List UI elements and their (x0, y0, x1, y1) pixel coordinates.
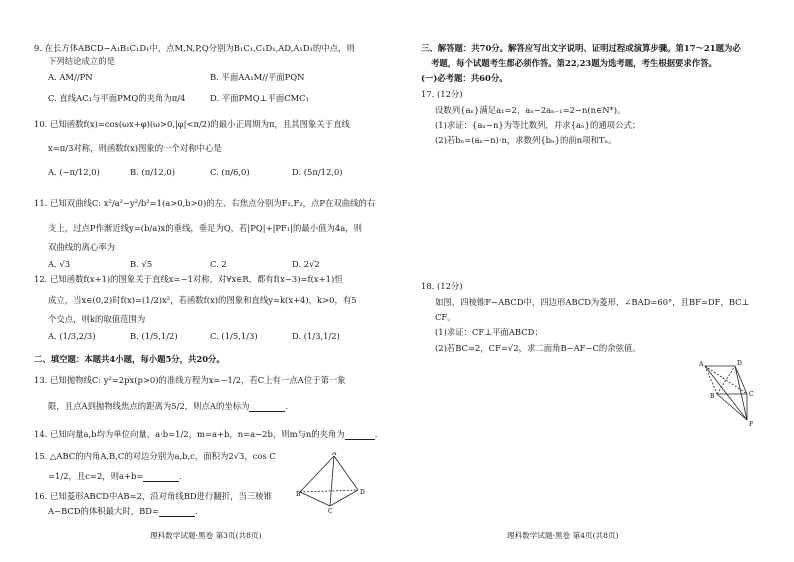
q11-option-b: B. √5 (130, 259, 153, 269)
q12-option-c: C. (1/5,1/3) (210, 331, 258, 341)
q10-line1: 10. 已知函数f(x)=cos(ωx+φ)(ω>0,|φ|<π/2)的最小正周期为π，且其图象关于直线 (34, 119, 350, 129)
q9-option-a: A. AM//PN (48, 72, 93, 82)
q11-option-a: A. √3 (48, 259, 71, 269)
q16-line1: 16. 已知菱形ABCD中AB=2，沿对角线BD进行翻折，当三棱锥 (34, 491, 273, 501)
pyramid-figure (697, 356, 765, 428)
q15-line1: 15. △ABC的内角A,B,C的对边分别为a,b,c，面积为2√3，cos C (34, 451, 276, 461)
q10-option-d: D. (5π/12,0) (292, 167, 343, 177)
q12-line3: 个交点，则k的取值范围为 (48, 314, 146, 324)
q12-option-b: B. (1/5,1/2) (130, 331, 178, 341)
q9-line1: 9. 在长方体ABCD−A₁B₁C₁D₁中，点M,N,P,Q分别为B₁C₁,C₁D₁,AD,A₁D₁的中点，则 (34, 43, 355, 53)
right-page-footer: 理科数学试题·黑卷 第4页(共8页) (507, 531, 619, 540)
q13-line1: 13. 已知抛物线C: y²=2px(p>0)的准线方程为x=−1/2，若C上有一点A位于第一象 (34, 375, 346, 385)
q16-answer-blank (159, 507, 195, 517)
q10-option-b: B. (π/12,0) (130, 167, 175, 177)
q15-line2: =1/2，且c=2，则a+b= . (48, 471, 183, 481)
q18-head: 18. (12分) (421, 281, 463, 291)
label-d: D (360, 489, 365, 496)
q17-line3: (2)若bₙ=(aₙ−n)·n，求数列{bₙ}的前n项和Tₙ。 (435, 135, 617, 145)
tetrahedron-figure (296, 452, 372, 514)
q9-option-b: B. 平面AA₁M//平面PQN (210, 72, 305, 82)
right-page (397, 0, 794, 562)
q17-line2: (1)求证：{aₙ−n}为等比数列，并求{aₙ}的通项公式； (435, 120, 641, 130)
edge-ad (334, 456, 358, 490)
label-a: A (699, 361, 704, 368)
label-b: B (710, 393, 715, 400)
q10-line2: x=π/3对称，则函数f(x)图象的一个对称中心是 (48, 143, 222, 153)
q9-option-c: C. 直线AC₁与平面PMQ的夹角为π/4 (48, 93, 186, 103)
q10-option-a: A. (−π/12,0) (48, 167, 100, 177)
q13-answer-blank (249, 402, 285, 412)
q16-line2: A−BCD的体积最大时，BD= . (48, 506, 198, 516)
q18-line1: 如图，四棱锥F−ABCD中，四边形ABCD为菱形，∠BAD=60°，且BF=DF，BC⊥ (435, 297, 750, 307)
q11-line1: 11. 已知双曲线C: x²/a²−y²/b²=1(a>0,b>0)的左、右焦点分别为F₁,F₂，点P在双曲线的右 (34, 198, 376, 208)
edge-bd-hidden (300, 490, 358, 492)
q17-line1: 设数列{aₙ}满足a₁=2，aₙ−2aₙ₋₁=2−n(n∈N*)。 (435, 105, 626, 115)
edge-ab (300, 456, 334, 492)
q13-line2-text: 限，且点A到抛物线焦点的距离为5/2，则点A的坐标为 (48, 401, 250, 411)
q11-option-c: C. 2 (210, 259, 227, 269)
label-c: C (328, 508, 333, 514)
label-c: C (749, 391, 754, 398)
q10-option-c: C. (π/6,0) (210, 167, 250, 177)
q14-answer-blank (345, 430, 375, 440)
part-required-heading: (一)必考题：共60分。 (421, 73, 508, 83)
q9-line2: 下列结论成立的是 (48, 56, 115, 66)
label-b: B (296, 491, 301, 498)
edge-bf (717, 394, 747, 420)
label-f: F (749, 421, 754, 428)
section-answer-heading-line2: 考题，每个试题考生都必须作答。第22,23题为选考题，考生根据要求作答。 (431, 58, 717, 68)
edge-bc (300, 492, 330, 506)
q13-line2: 限，且点A到抛物线焦点的距离为5/2，则点A的坐标为 . (48, 401, 289, 411)
edge-dc (735, 366, 747, 394)
edge-ac (330, 456, 334, 506)
q18-line4: (2)若BC=2，CF=√2，求二面角B−AF−C的余弦值。 (435, 343, 641, 353)
q17-head: 17. (12分) (421, 89, 463, 99)
section-fill-in-heading: 二、填空题：本题共4小题，每小题5分，共20分。 (34, 354, 225, 364)
q12-line1: 12. 已知函数f(x+1)的图象关于直线x=−1对称，对∀x∈R，都有f(x−3)=f(x+1)恒 (34, 274, 343, 284)
label-a: A (332, 452, 337, 457)
q11-line2: 支上，过点P作渐近线y=(b/a)x的垂线，垂足为Q，若|PQ|+|PF₁|的最小值为4a，则 (48, 223, 362, 233)
q15-answer-blank (143, 472, 179, 482)
left-page-footer: 理科数学试题·黑卷 第3页(共8页) (150, 531, 262, 540)
q12-option-a: A. (1/3,2/3) (48, 331, 96, 341)
q12-line2: 成立，当x∈(0,2)时f(x)=(1/2)x²，若函数f(x)的图象和直线y=k(x+4)，k>0，有5 (48, 295, 357, 305)
label-d: D (737, 360, 742, 367)
q14-line1: 14. 已知向量a,b均为单位向量，a·b=1/2，m=a+b，n=a−2b，则m与n的夹角为 . (34, 429, 378, 439)
q11-line3: 双曲线的离心率为 (48, 242, 115, 252)
q18-line2: CF。 (435, 312, 456, 322)
q14-line1-text: 14. 已知向量a,b均为单位向量，a·b=1/2，m=a+b，n=a−2b，则m与n的夹角为 (34, 429, 345, 439)
edge-cd (330, 490, 358, 506)
section-answer-heading-line1: 三、解答题：共70分。解答应写出文字说明、证明过程或演算步骤。第17～21题为必 (421, 43, 741, 53)
q16-line2-text: A−BCD的体积最大时，BD= (48, 506, 160, 516)
q15-line2-text: =1/2，且c=2，则a+b= (48, 471, 144, 481)
q18-line3: (1)求证：CF⊥平面ABCD； (435, 327, 543, 337)
q9-option-d: D. 平面PMQ⊥平面CMC₁ (210, 93, 309, 103)
q11-option-d: D. 2√2 (292, 259, 320, 269)
q12-option-d: D. (1/3,1/2) (292, 331, 340, 341)
